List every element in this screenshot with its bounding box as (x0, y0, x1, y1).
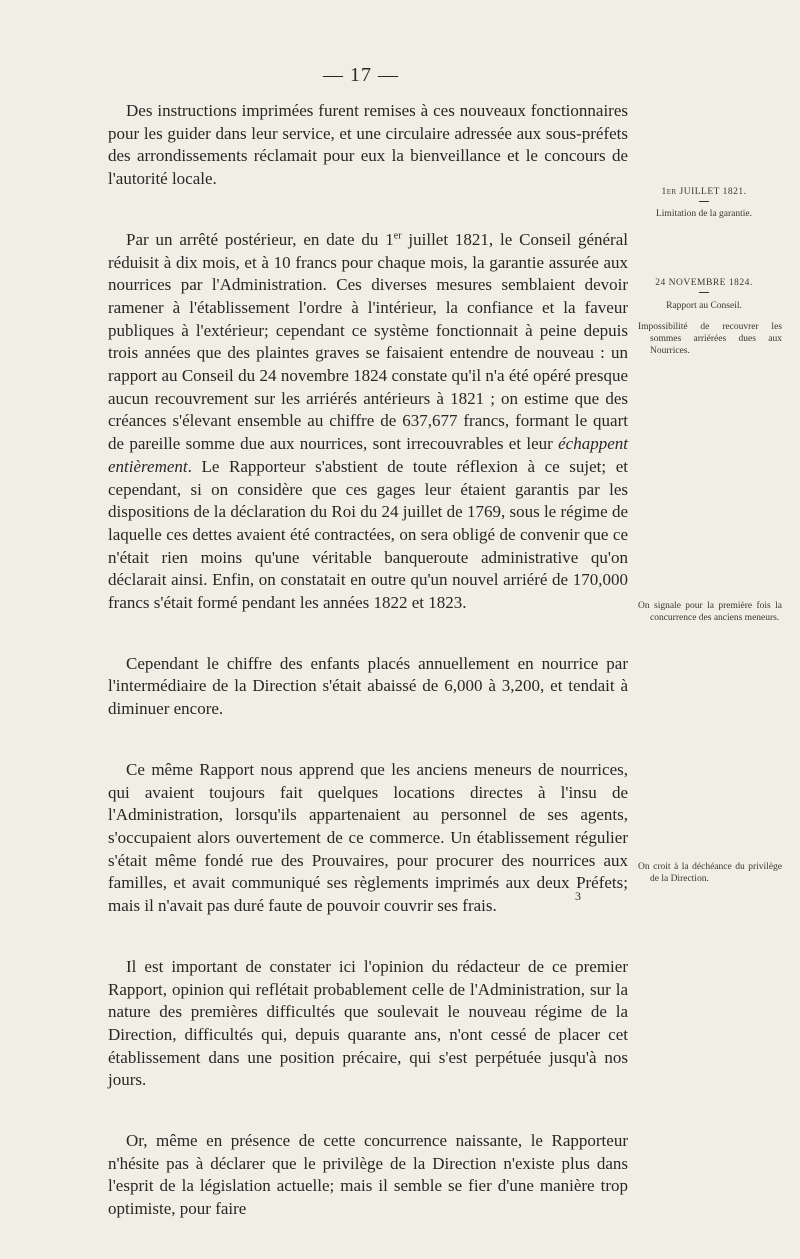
margin-note-concurrence: On signale pour la première fois la concurrence des anciens meneurs. (638, 601, 782, 623)
paragraph-2-part-a: Par un arrêté postérieur, en date du 1 (126, 229, 394, 249)
margin-date-1821-text: 1er JUILLET 1821. (661, 187, 747, 197)
margin-note-rapport: Rapport au Conseil. (666, 301, 742, 311)
margin-rule (699, 292, 709, 293)
margin-note-date-1821 (638, 186, 770, 202)
superscript-er: er (393, 230, 402, 242)
italic-phrase: échappent entièrement (108, 434, 628, 476)
margin-note-garantie: Limitation de la garantie. (655, 209, 753, 219)
paragraph-2 (108, 229, 628, 615)
margin-date-1824-text: 24 NOVEMBRE 1824. (655, 278, 753, 288)
page-number: — 17 — (323, 64, 399, 86)
paragraph-2-part-c: . Le Rapporteur s'abstient de toute réflexion à ce sujet; et cependant, si on considère que ces gages leur étaient garantis par les dispositions de la déclaration du Roi du 24 juillet de 1769, sous le régime de laquelle ces dettes avaient été contractées, on sera obligé de convenir que ce n'était rien moins qu'une véritable banqueroute administrative qu'on déclarait ainsi. Enfin, on constatait en outre qu'un nouvel arriéré de 170,000 francs s'était formé pendant les années 1822 et 1823. (108, 456, 628, 613)
paragraph-2-part-b: juillet 1821, le Conseil général réduisit à dix mois, et à 10 francs pour chaque mois, la garantie assurée aux nourrices par l'Administration. Ces diverses mesures semblaient devoir ramener à l'établissement l'ordre à l'intérieur, la confiance et la faveur publiques à l'extérieur; cependant ce système fonctionnait à peine depuis trois années que des plaintes graves se faisaient entendre de nouveau : un rapport au Conseil du 24 novembre 1824 constate qu'il n'a été opéré presque aucun recouvrement sur les arriérés antérieurs à 1821 ; on estime que des créances s'élevant ensemble au chiffre de 637,677 francs, formant le quart de pareille somme due aux nourrices, sont irrecouvrables et leur (108, 229, 628, 454)
paragraph-4: Ce même Rapport nous apprend que les anciens meneurs de nourrices, qui avaient toujours fait quelques locations directes à l'insu de l'Administration, lorsqu'ils appartenaient au personnel de ses agents, s'occupaient alors ouvertement de ce commerce. Un établissement régulier s'était même fondé rue des Prouvaires, pour procurer des nourrices aux familles, et avait communiqué ses règlements imprimés aux deux Préfets; mais il n'avait pas duré faute de pouvoir couvrir ses frais. (108, 759, 628, 916)
paragraph-3: Cependant le chiffre des enfants placés annuellement en nourrice par l'intermédiaire de la Direction s'était abaissé de 6,000 à 3,200, et tendait à diminuer encore. (108, 653, 628, 719)
margin-note-decheance: On croit à la déchéance du privilège de la Direction. (638, 862, 782, 884)
margin-rule (699, 201, 709, 202)
paragraph-5: Il est important de constater ici l'opinion du rédacteur de ce premier Rapport, opinion qui reflétait probablement celle de l'Administration, sur la nature des premières difficultés que soulevait le nouveau régime de la Direction, difficultés qui, depuis quarante ans, n'ont cessé de placer cet établissement dans une position précaire, qui s'est perpétuée jusqu'à nos jours. (108, 956, 628, 1090)
body-text (108, 100, 628, 1259)
margin-note-impossibilite: Impossibilité de recouvrer les sommes arriérées dues aux Nourrices. (638, 322, 782, 356)
paragraph-6: Or, même en présence de cette concurrence naissante, le Rapporteur n'hésite pas à déclarer que le privilège de la Direction n'existe plus dans l'esprit de la législation actuelle; mais il semble se fier d'une manière trop optimiste, pour faire (108, 1131, 628, 1219)
paragraph-1: Des instructions imprimées furent remises à ces nouveaux fonctionnaires pour les guider dans leur service, et une circulaire adressée aux sous-préfets des arrondissements réclamait pour eux la bienveillance et le concours de l'autorité locale. (108, 101, 628, 189)
margin-note-date-1824 (638, 277, 770, 293)
signature-mark: 3 (575, 889, 581, 903)
